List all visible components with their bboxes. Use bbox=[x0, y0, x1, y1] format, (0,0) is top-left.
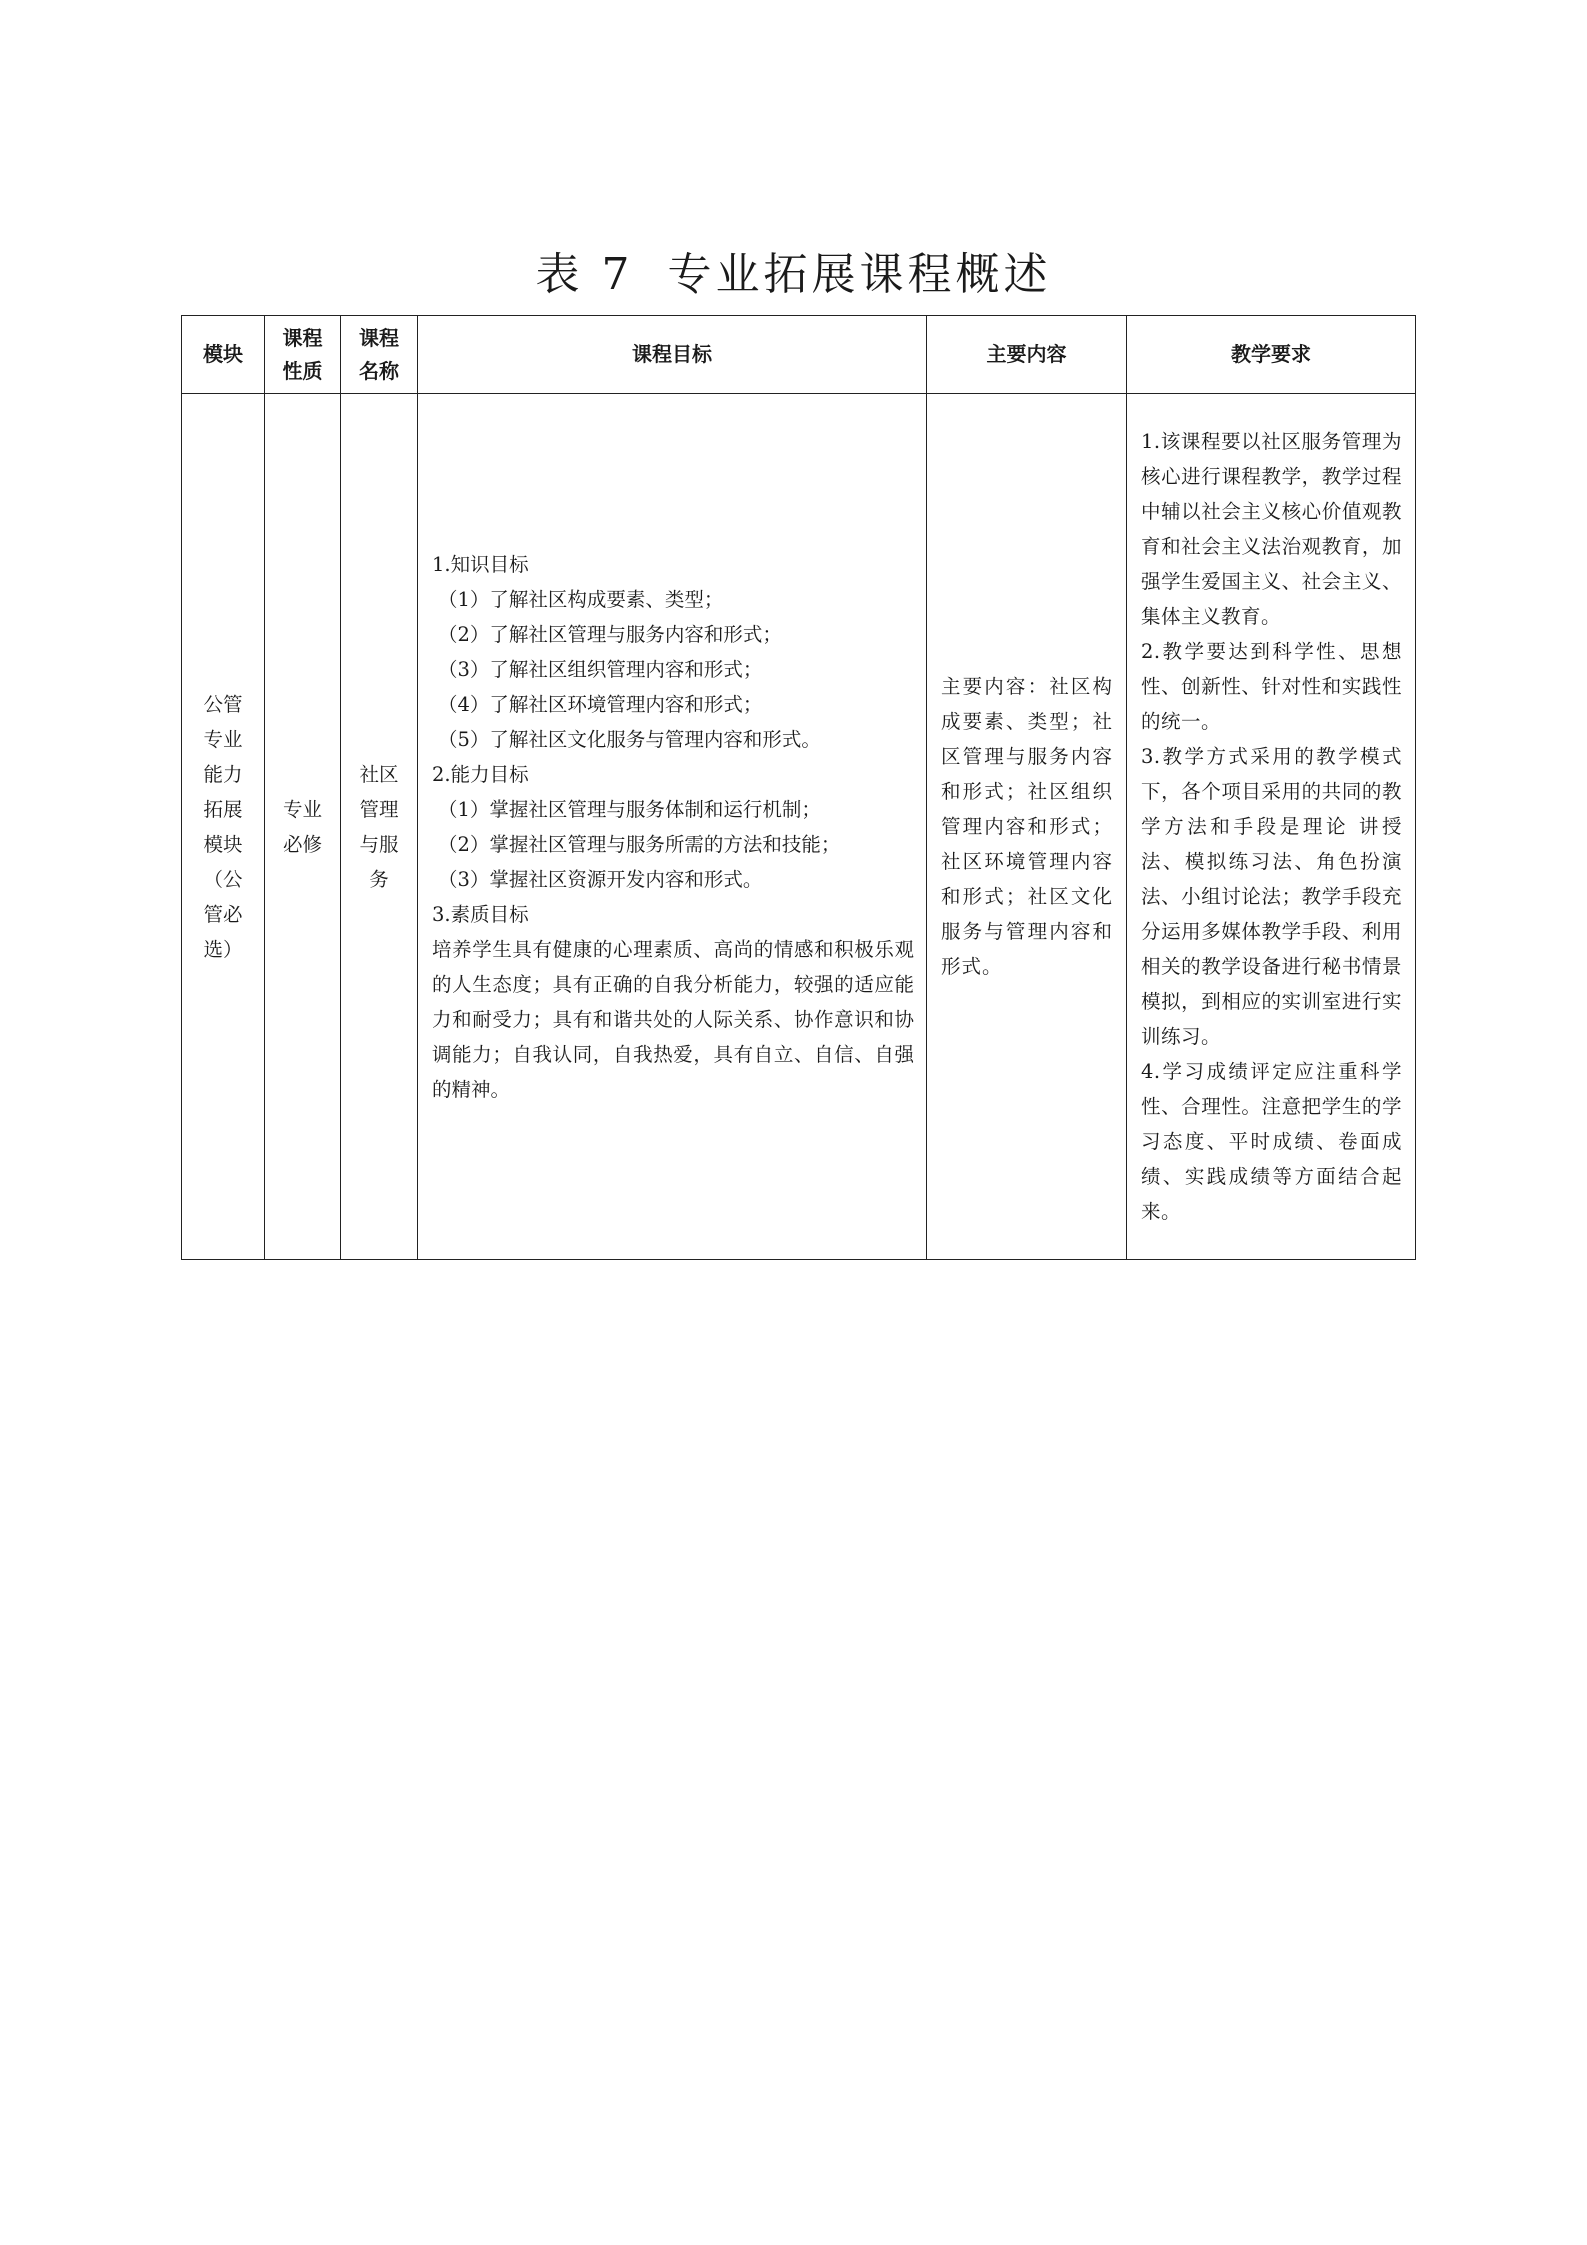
knowledge-item: （3）了解社区组织管理内容和形式； bbox=[438, 657, 763, 681]
ability-item: （3）掌握社区资源开发内容和形式。 bbox=[438, 867, 763, 891]
requirement-item: 1.该课程要以社区服务管理为核心进行课程教学，教学过程中辅以社会主义核心价值观教育和社会主义法治观教育，加强学生爱国主义、社会主义、集体主义教育。 bbox=[1141, 430, 1402, 628]
cell-goals bbox=[418, 394, 927, 1260]
cell-requirements bbox=[1127, 394, 1416, 1260]
ability-heading: 2.能力目标 bbox=[432, 762, 529, 786]
requirement-item: 2.教学要达到科学性、思想性、创新性、针对性和实践性的统一。 bbox=[1141, 640, 1402, 733]
cell-content bbox=[927, 394, 1127, 1260]
quality-heading: 3.素质目标 bbox=[432, 902, 529, 926]
ability-item: （2）掌握社区管理与服务所需的方法和技能； bbox=[438, 832, 841, 856]
header-content: 主要内容 bbox=[927, 316, 1127, 394]
header-requirements: 教学要求 bbox=[1127, 316, 1416, 394]
knowledge-item: （2）了解社区管理与服务内容和形式； bbox=[438, 622, 782, 646]
header-module: 模块 bbox=[182, 316, 265, 394]
course-table bbox=[181, 315, 1416, 1260]
ability-item: （1）掌握社区管理与服务体制和运行机制； bbox=[438, 797, 821, 821]
requirement-item: 4.学习成绩评定应注重科学性、合理性。注意把学生的学习态度、平时成绩、卷面成绩、实践成绩等方面结合起来。 bbox=[1141, 1060, 1402, 1223]
cell-nature: 专业必修 bbox=[265, 394, 341, 1260]
header-row bbox=[182, 316, 1416, 394]
quality-text: 培养学生具有健康的心理素质、高尚的情感和积极乐观的人生态度；具有正确的自我分析能力，较强的适应能力和耐受力；具有和谐共处的人际关系、协作意识和协调能力；自我认同，自我热爱，具有自立、自信、自强的精神。 bbox=[432, 937, 914, 1101]
knowledge-heading: 1.知识目标 bbox=[432, 552, 529, 576]
knowledge-item: （1）了解社区构成要素、类型； bbox=[438, 587, 724, 611]
page-title bbox=[0, 238, 1587, 302]
requirement-item: 3.教学方式采用的教学模式下，各个项目采用的共同的教学方法和手段是理论 讲授法、模拟练习法、角色扮演法、小组讨论法；教学手段充分运用多媒体教学手段、利用相关的教学设备进行秘书情景模拟，到相应的实训室进行实训练习。 bbox=[1141, 745, 1402, 1048]
main-content-text: 主要内容：社区构成要素、类型；社区管理与服务内容和形式；社区组织管理内容和形式；社区环境管理内容和形式；社区文化服务与管理内容和形式。 bbox=[941, 675, 1113, 978]
table-title: 专业拓展课程概述 bbox=[667, 249, 1052, 300]
header-goals: 课程目标 bbox=[418, 316, 927, 394]
knowledge-item: （4）了解社区环境管理内容和形式； bbox=[438, 692, 763, 716]
cell-module: 公管专业能力拓展模块（公管必选） bbox=[182, 394, 265, 1260]
table-row bbox=[182, 394, 1416, 1260]
cell-name: 社区管理与服务 bbox=[341, 394, 418, 1260]
header-name: 课程名称 bbox=[341, 316, 418, 394]
header-nature: 课程性质 bbox=[265, 316, 341, 394]
knowledge-item: （5）了解社区文化服务与管理内容和形式。 bbox=[438, 727, 821, 751]
table-number: 表 7 bbox=[535, 249, 634, 300]
